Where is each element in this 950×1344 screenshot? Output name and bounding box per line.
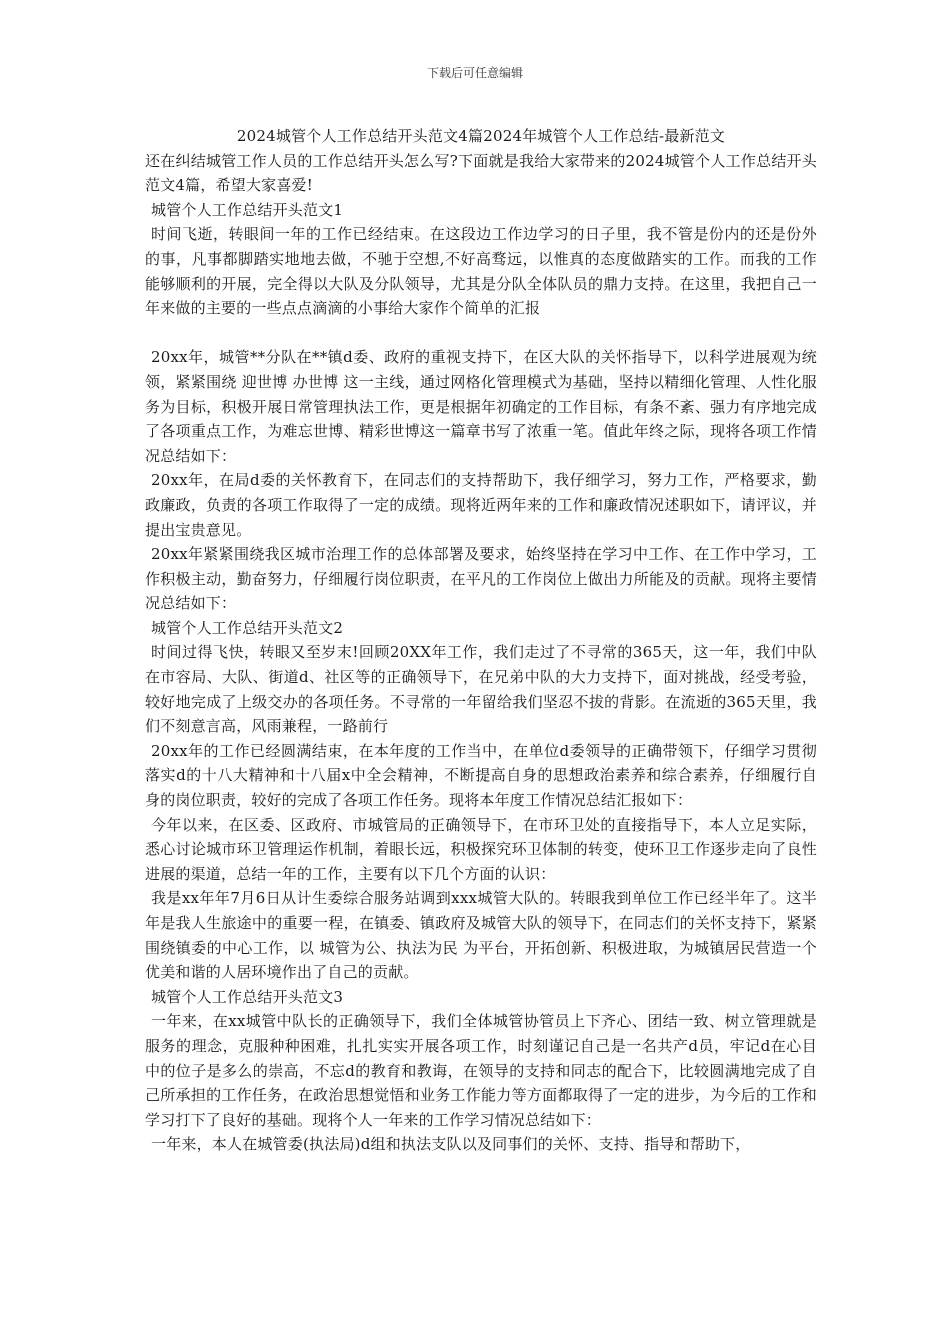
paragraph: 20xx年，在局d委的关怀教育下，在同志们的支持帮助下，我仔细学习，努力工作，严格要求，勤政廉政，负责的各项工作取得了一定的成绩。现将近两年来的工作和廉政情况述职如下，请评议，并提出宝贵意见。: [145, 471, 817, 539]
section-heading-3: 城管个人工作总结开头范文3: [151, 987, 344, 1006]
paragraph: 一年来，本人在城管委(执法局)d组和执法支队以及同事们的关怀、支持、指导和帮助下，: [151, 1135, 751, 1154]
paragraph: 20xx年，城管**分队在**镇d委、政府的重视支持下，在区大队的关怀指导下，以科学进展观为统领，紧紧围绕 迎世博 办世博 这一主线，通过网格化管理模式为基础，坚持以精细化管理、人性化服务为目标，积极开展日常管理执法工作，更是根据年初确定的工作目标，有条不紊、强力有序地完成了各项重点工作，为难忘世博、精彩世博这一篇章书写了浓重一笔。值此年终之际，现将各项工作情况总结如下：: [145, 348, 817, 465]
paragraph: 时间飞逝，转眼间一年的工作已经结束。在这段边工作边学习的日子里，我不管是份内的还是份外的事，凡事都脚踏实地地去做，不驰于空想,不好高骛远，以惟真的态度做踏实的工作。而我的工作能够顺利的开展，完全得以大队及分队领导，尤其是分队全体队员的鼎力支持。在这里，我把自己一年来做的主要的一些点点滴滴的小事给大家作个简单的汇报: [145, 225, 817, 318]
header-note: 下载后可任意编辑: [426, 66, 523, 80]
paragraph: 时间过得飞快，转眼又至岁末!回顾20XX年工作，我们走过了不寻常的365天，这一年，我们中队在市容局、大队、街道d、社区等的正确领导下，在兄弟中队的大力支持下，面对挑战，经受考验，较好地完成了上级交办的各项任务。不寻常的一年留给我们坚忍不拔的背影。在流逝的365天里，我们不刻意言高，风雨兼程，一路前行: [145, 643, 817, 736]
paragraph: 20xx年的工作已经圆满结束，在本年度的工作当中，在单位d委领导的正确带领下，仔细学习贯彻落实d的十八大精神和十八届x中全会精神，不断提高自身的思想政治素养和综合素养，仔细履行自身的岗位职责，较好的完成了各项工作任务。现将本年度工作情况总结汇报如下：: [145, 741, 817, 810]
blank-line: [145, 321, 817, 346]
paragraph: 今年以来，在区委、区政府、市城管局的正确领导下，在市环卫处的直接指导下，本人立足实际，悉心讨论城市环卫管理运作机制，着眼长远，积极探究环卫体制的转变，使环卫工作逐步走向了良性进展的渠道，总结一年的工作，主要有以下几个方面的认识：: [145, 815, 817, 883]
section-heading-2: 城管个人工作总结开头范文2: [151, 618, 344, 637]
section-heading-1: 城管个人工作总结开头范文1: [151, 200, 344, 219]
paragraph: 我是xx年年7月6日从计生委综合服务站调到xxx城管大队的。转眼我到单位工作已经半年了。这半年是我人生旅途中的重要一程，在镇委、镇政府及城管大队的领导下，在同志们的关怀支持下，紧紧围绕镇委的中心工作，以 城管为公、执法为民 为平台，开拓创新、积极进取，为城镇居民营造一个优美和谐的人居环境作出了自己的贡献。: [145, 889, 817, 982]
paragraph: 一年来，在xx城管中队长的正确领导下，我们全体城管协管员上下齐心、团结一致、树立管理就是服务的理念，克服种种困难，扎扎实实开展各项工作，时刻谨记自己是一名共产d员，牢记d在心目中的位子是多么的崇高，不忘d的教育和教诲，在领导的支持和同志的配合下，比较圆满地完成了自己所承担的工作任务，在政治思想觉悟和业务工作能力等方面都取得了一定的进步，为今后的工作和学习打下了良好的基础。现将个人一年来的工作学习情况总结如下：: [145, 1012, 817, 1129]
document-title: 2024城管个人工作总结开头范文4篇2024年城管个人工作总结-最新范文: [236, 127, 726, 145]
document-body: [145, 124, 817, 1157]
paragraph: 20xx年紧紧围绕我区城市治理工作的总体部署及要求，始终坚持在学习中工作、在工作中学习，工作积极主动，勤奋努力，仔细履行岗位职责，在平凡的工作岗位上做出力所能及的贡献。现将主要情况总结如下：: [145, 545, 817, 613]
intro-paragraph: 还在纠结城管工作人员的工作总结开头怎么写?下面就是我给大家带来的2024城管个人工作总结开头范文4篇，希望大家喜爱!: [145, 151, 817, 195]
